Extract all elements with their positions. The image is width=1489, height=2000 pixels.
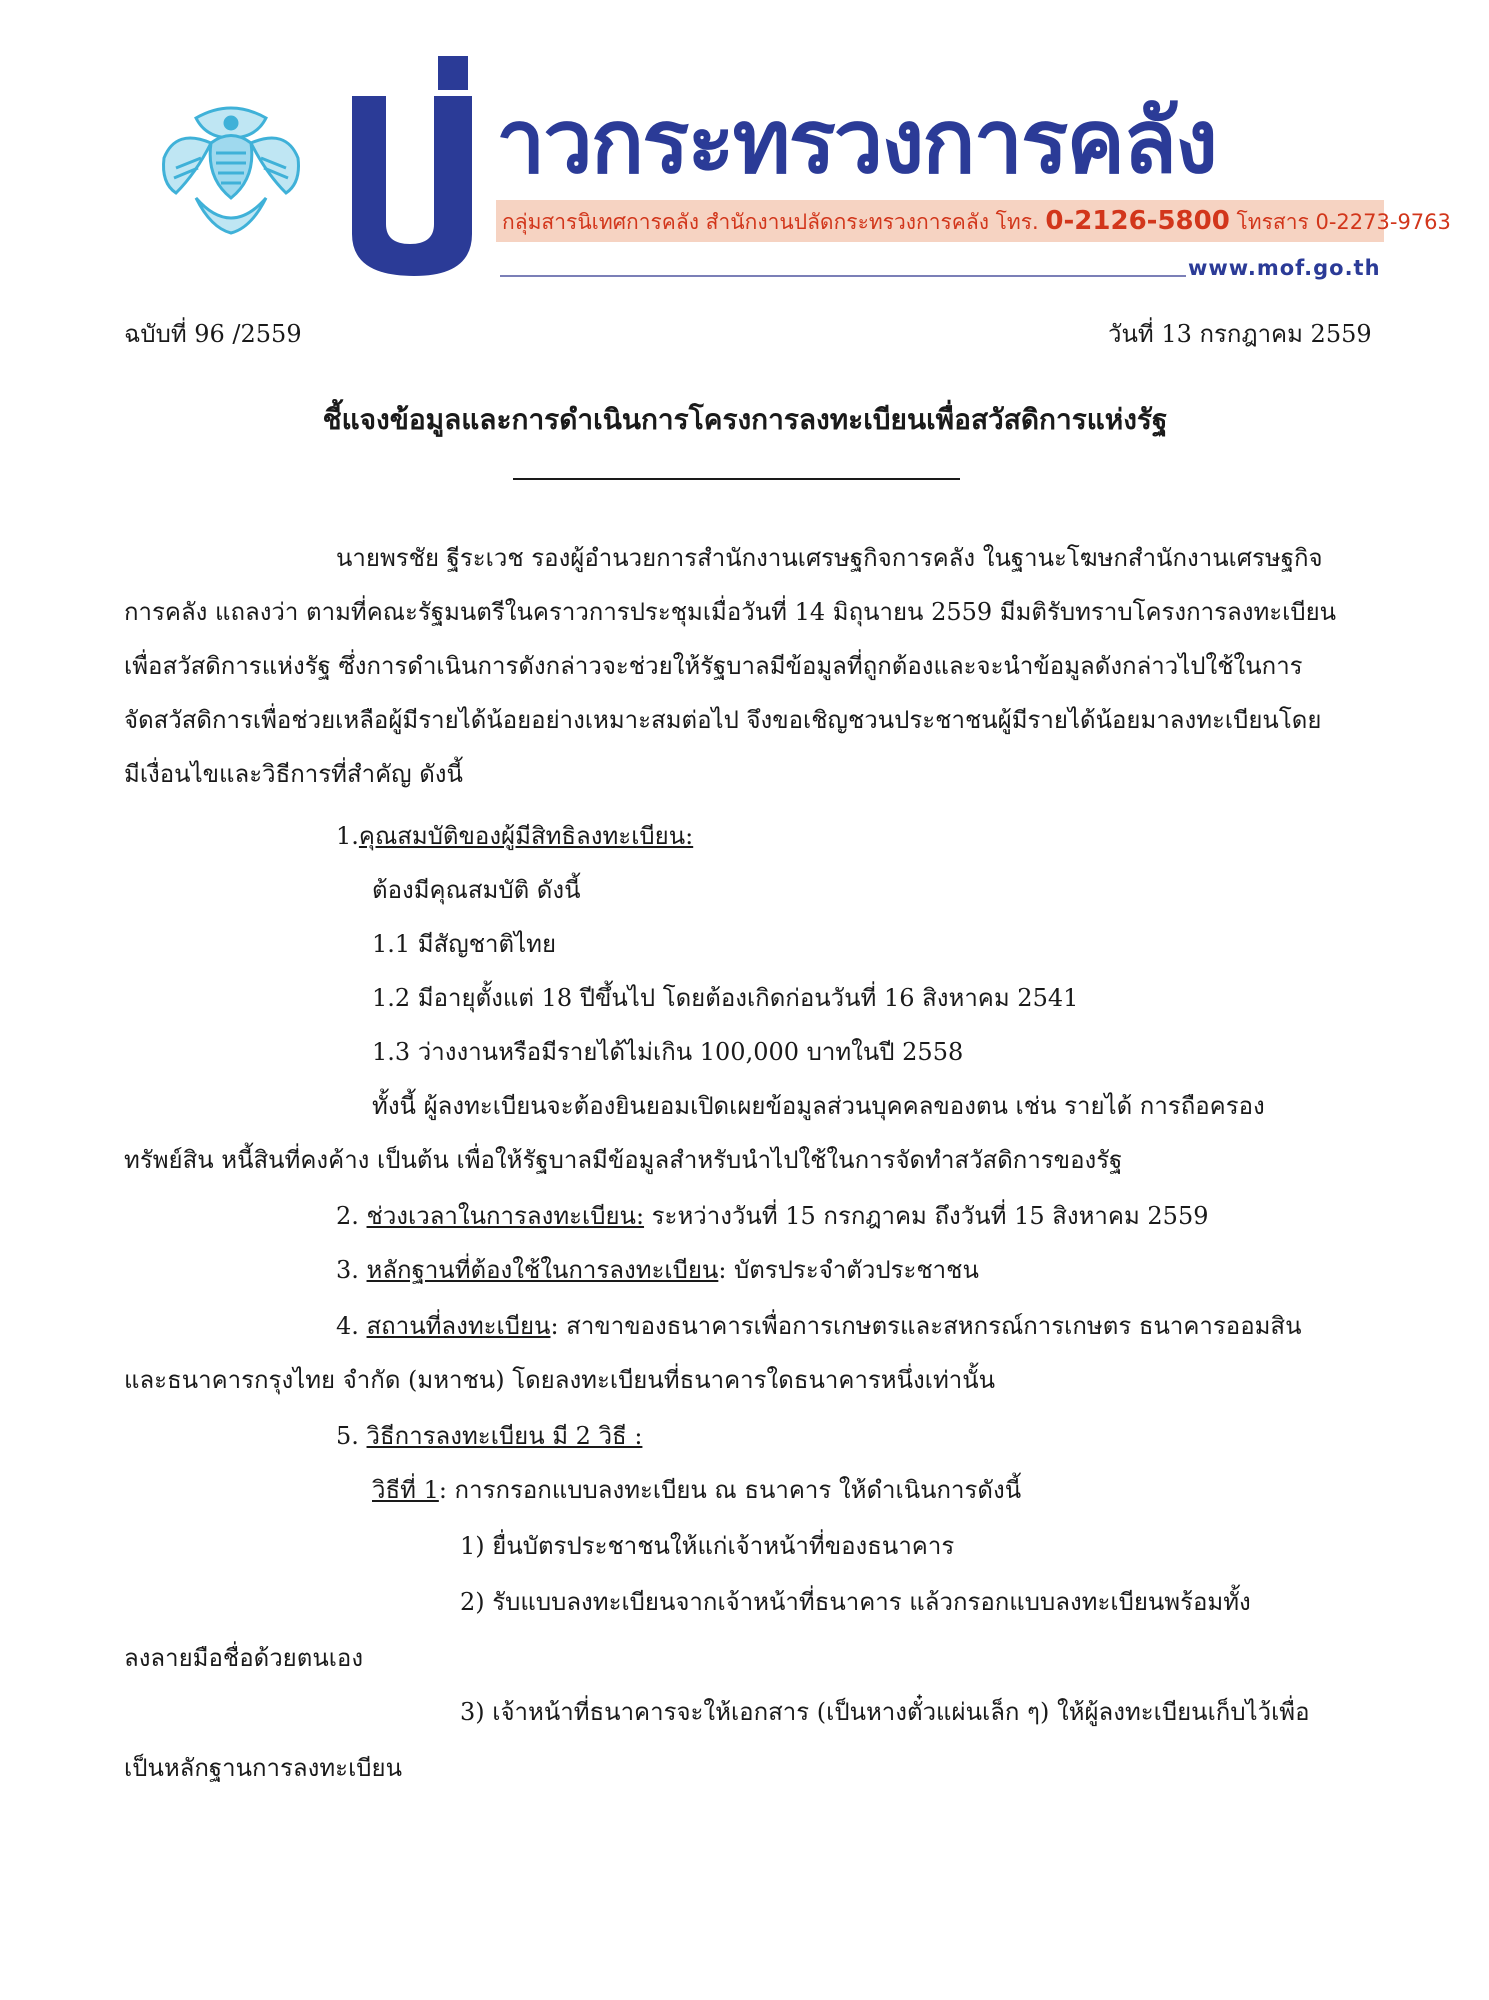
section-1-note-2: ทรัพย์สิน หนี้สินที่คงค้าง เป็นต้น เพื่อให้รัฐบาลมีข้อมูลสำหรับนำไปใช้ในการจัดทำสวัสดิการของรัฐ	[124, 1146, 1123, 1174]
step-2: 2) รับแบบลงทะเบียนจากเจ้าหน้าที่ธนาคาร แล้วกรอกแบบลงทะเบียนพร้อมทั้ง	[460, 1588, 1251, 1616]
section-1-item-2: 1.2 มีอายุตั้งแต่ 18 ปีขึ้นไป โดยต้องเกิดก่อนวันที่ 16 สิงหาคม 2541	[372, 984, 1079, 1012]
intro-line-2: การคลัง แถลงว่า ตามที่คณะรัฐมนตรีในคราวการประชุมเมื่อวันที่ 14 มิถุนายน 2559 มีมติรับทราบโครงการลงทะเบียน	[124, 598, 1337, 626]
section-2	[336, 1198, 1208, 1234]
section-1-item-3: 1.3 ว่างงานหรือมีรายได้ไม่เกิน 100,000 บาทในปี 2558	[372, 1038, 964, 1066]
section-5-heading: วิธีการลงทะเบียน มี 2 วิธี :	[366, 1422, 643, 1450]
section-3	[336, 1252, 979, 1288]
section-4-cont: และธนาคารกรุงไทย จำกัด (มหาชน) โดยลงทะเบียนที่ธนาคารใดธนาคารหนึ่งเท่านั้น	[124, 1366, 996, 1394]
step-3: 3) เจ้าหน้าที่ธนาคารจะให้เอกสาร (เป็นหางตั๋วแผ่นเล็ก ๆ) ให้ผู้ลงทะเบียนเก็บไว้เพื่อ	[460, 1698, 1310, 1726]
method-1-label: วิธีที่ 1	[372, 1476, 439, 1504]
section-1-heading	[336, 818, 693, 854]
section-1-note-1: ทั้งนี้ ผู้ลงทะเบียนจะต้องยินยอมเปิดเผยข้อมูลส่วนบุคคลของตน เช่น รายได้ การถือครอง	[372, 1092, 1265, 1120]
masthead	[0, 0, 1489, 300]
section-3-heading: หลักฐานที่ต้องใช้ในการลงทะเบียน	[366, 1256, 719, 1284]
intro-line-1: นายพรชัย ฐีระเวช รองผู้อำนวยการสำนักงานเศรษฐกิจการคลัง ในฐานะโฆษกสำนักงานเศรษฐกิจ	[336, 544, 1323, 572]
issue-date: วันที่ 13 กรกฎาคม 2559	[1108, 320, 1372, 348]
masthead-contact-band	[496, 200, 1451, 242]
step-3-cont: เป็นหลักฐานการลงทะเบียน	[124, 1754, 402, 1782]
section-1-number: 1.	[336, 822, 359, 850]
website-link[interactable]: www.mof.go.th	[1188, 256, 1381, 280]
section-5	[336, 1418, 642, 1454]
garuda-emblem-icon	[156, 98, 306, 238]
intro-line-4: จัดสวัสดิการเพื่อช่วยเหลือผู้มีรายได้น้อยอย่างเหมาะสมต่อไป จึงขอเชิญชวนประชาชนผู้มีรายได้น้อยมาลงทะเบียนโดย	[124, 706, 1322, 734]
section-1-heading-text: คุณสมบัติของผู้มีสิทธิลงทะเบียน:	[358, 822, 694, 850]
step-2-cont: ลงลายมือชื่อด้วยตนเอง	[124, 1644, 364, 1672]
org-line: กลุ่มสารนิเทศการคลัง สำนักงานปลัดกระทรวงการคลัง โทร.	[502, 210, 1039, 234]
section-4	[336, 1308, 1302, 1344]
masthead-rule	[500, 275, 1186, 277]
intro-line-3: เพื่อสวัสดิการแห่งรัฐ ซึ่งการดำเนินการดังกล่าวจะช่วยให้รัฐบาลมีข้อมูลที่ถูกต้องและจะนำข้อมูลดังกล่าวไปใช้ในการ	[124, 652, 1303, 680]
issue-number: ฉบับที่ 96 /2559	[124, 320, 302, 348]
logo-letter-mark	[352, 56, 478, 276]
method-1-text: : การกรอกแบบลงทะเบียน ณ ธนาคาร ให้ดำเนินการดังนี้	[438, 1476, 1022, 1504]
fax-number: โทรสาร 0-2273-9763	[1236, 210, 1451, 234]
intro-line-5: มีเงื่อนไขและวิธีการที่สำคัญ ดังนี้	[124, 760, 463, 788]
section-5-number: 5.	[336, 1422, 367, 1450]
title-underline	[513, 478, 960, 480]
section-2-heading: ช่วงเวลาในการลงทะเบียน:	[366, 1202, 645, 1230]
section-2-number: 2.	[336, 1202, 367, 1230]
document-title: ชี้แจงข้อมูลและการดำเนินการโครงการลงทะเบียนเพื่อสวัสดิการแห่งรัฐ	[322, 403, 1168, 436]
section-1-sub: ต้องมีคุณสมบัติ ดังนี้	[372, 876, 581, 904]
masthead-title: าวกระทรวงการคลัง	[496, 90, 1217, 193]
section-4-heading: สถานที่ลงทะเบียน	[366, 1312, 551, 1340]
section-3-text: : บัตรประจำตัวประชาชน	[718, 1256, 979, 1284]
step-1: 1) ยื่นบัตรประชาชนให้แก่เจ้าหน้าที่ของธนาคาร	[460, 1532, 955, 1560]
section-4-text: : สาขาของธนาคารเพื่อการเกษตรและสหกรณ์การเกษตร ธนาคารออมสิน	[550, 1312, 1302, 1340]
phone-number: 0-2126-5800	[1045, 206, 1230, 236]
section-1-item-1: 1.1 มีสัญชาติไทย	[372, 930, 557, 958]
section-2-text: ระหว่างวันที่ 15 กรกฎาคม ถึงวันที่ 15 สิงหาคม 2559	[644, 1202, 1209, 1230]
section-4-number: 4.	[336, 1312, 367, 1340]
section-3-number: 3.	[336, 1256, 367, 1284]
method-1	[372, 1472, 1021, 1508]
